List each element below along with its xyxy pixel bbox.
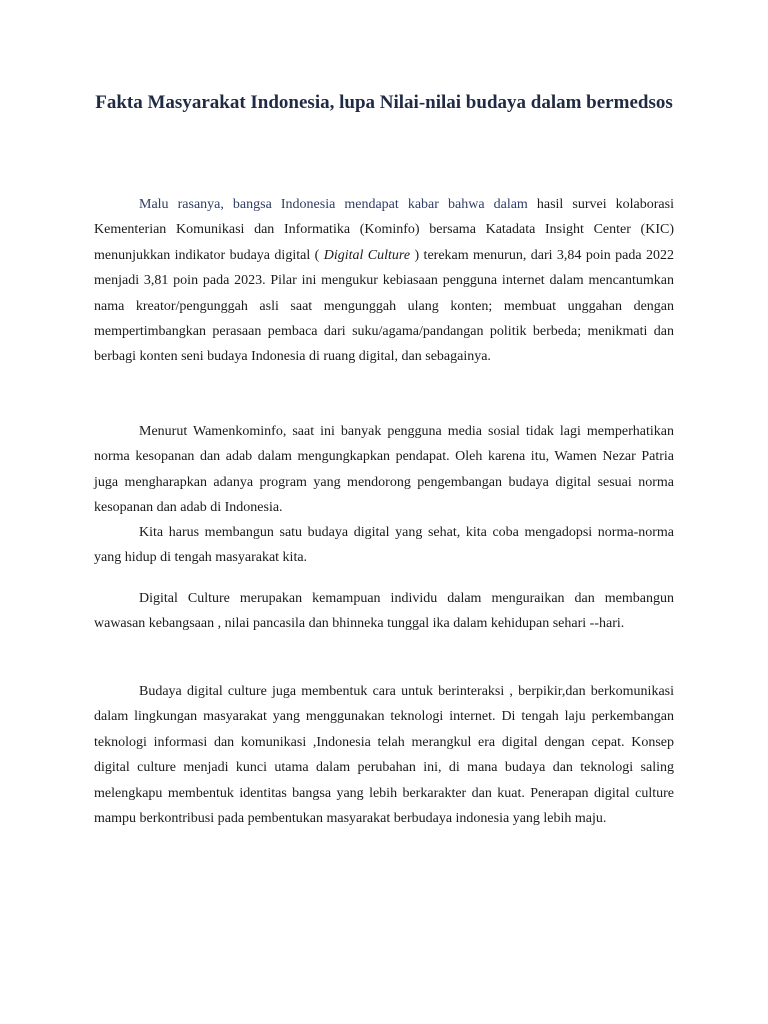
paragraph-1-text-b: ) terekam menurun, dari 3,84 poin pada 2022 menjadi 3,81 poin pada 2023. Pilar ini mengukur kebiasaan pengguna internet dalam mencantumkan nama kreator/pengunggah asli saat mengunggah ulang konten; membuat unggahan dengan mempertimbangkan perasaan pembaca dari suku/agama/pandangan politik berbeda; menikmati dan berbagi konten seni budaya Indonesia di ruang digital, dan sebagainya. — [94, 247, 674, 365]
paragraph-5: Budaya digital culture juga membentuk cara untuk berinteraksi , berpikir,dan berkomunikasi dalam lingkungan masyarakat yang menggunakan teknologi internet. Di tengah laju perkembangan teknologi informasi dan komunikasi ,Indonesia telah merangkul era digital dengan cepat. Konsep digital culture menjadi kunci utama dalam perubahan ini, di mana budaya dan teknologi saling melengkapu membentuk identitas bangsa yang lebih berkarakter dan kuat. Penerapan digital culture mampu berkontribusi pada pembentukan masyarakat berbudaya indonesia yang lebih maju. — [94, 684, 674, 827]
paragraph-1 — [94, 192, 674, 370]
paragraph-3: Kita harus membangun satu budaya digital yang sehat, kita coba mengadopsi norma-norma yang hidup di tengah masyarakat kita. — [94, 525, 674, 566]
document-title: Fakta Masyarakat Indonesia, lupa Nilai-nilai budaya dalam bermedsos — [95, 92, 673, 113]
paragraph-2: Menurut Wamenkominfo, saat ini banyak pengguna media sosial tidak lagi memperhatikan norma kesopanan dan adab dalam mengungkapkan pendapat. Oleh karena itu, Wamen Nezar Patria juga mengharapkan adanya program yang mendorong pengembangan budaya digital sesuai norma kesopanan dan adab di Indonesia. — [94, 424, 674, 516]
paragraph-1-lead: Malu rasanya, bangsa Indonesia mendapat kabar bahwa dalam — [139, 197, 528, 212]
paragraph-1-text-a: hasil survei kolaborasi Kementerian Komunikasi dan Informatika (Kominfo) bersama Katadata Insight Center (KIC) menunjukkan indikator budaya digital ( — [94, 197, 674, 263]
paragraph-1-italic-term: Digital Culture — [323, 247, 411, 263]
paragraph-4: Digital Culture merupakan kemampuan individu dalam menguraikan dan membangun wawasan kebangsaan , nilai pancasila dan bhinneka tunggal ika dalam kehidupan sehari --hari. — [94, 591, 674, 632]
